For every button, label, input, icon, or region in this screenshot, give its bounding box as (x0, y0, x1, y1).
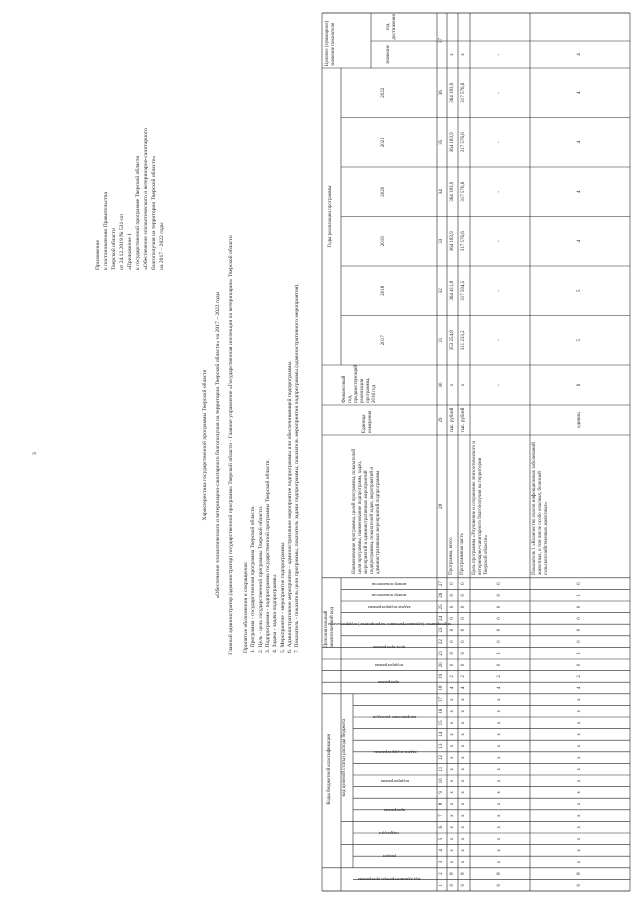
code-cell: x (577, 849, 582, 852)
header-code-task-text: задача подпрограммы (367, 604, 411, 610)
row-year-value: - (497, 240, 502, 243)
code-cell: 0 (449, 663, 455, 667)
row-year-value: 4 (577, 190, 582, 193)
row-year-value: 317 576,6 (461, 181, 466, 202)
row-year-value: - (497, 190, 502, 193)
code-cell: 0 (449, 651, 455, 655)
column-number: 18 (439, 685, 444, 691)
code-cell: 0 (497, 883, 502, 887)
code-cell: 0 (497, 593, 502, 597)
code-cell: x (449, 837, 455, 841)
code-cell: x (461, 825, 466, 829)
code-cell: 0 (577, 640, 582, 643)
code-cell: x (577, 733, 582, 736)
code-cell: x (461, 860, 466, 864)
row-year-value: 317 576,6 (461, 82, 466, 103)
code-cell: x (461, 779, 466, 783)
code-cell: 0 (461, 663, 466, 667)
title-line-2: «Обеспечение эпизоотического и ветеринарно-санитарного благополучия на территории Тверской области» на 2017 – 2022 годы (215, 291, 221, 599)
row-fact: x (449, 383, 455, 387)
row-unit (497, 405, 504, 435)
row-year-value: 364 183,9 (449, 231, 455, 252)
row-year-value: - (497, 339, 502, 342)
code-cell: 0 (497, 640, 502, 643)
column-number: 36 (439, 90, 444, 96)
header-expense-program-text: программа (384, 807, 406, 813)
title-line-1: Характеристика государственной программы Тверской области (202, 369, 208, 521)
code-cell: x (449, 709, 455, 713)
column-number: 23 (439, 627, 444, 633)
code-cell: x (577, 837, 582, 841)
header-code-program-text: программа (378, 680, 400, 686)
appendix-line: на 2017 – 2022 годы (159, 222, 165, 270)
appendix-line: «Приложение 1 (127, 232, 133, 270)
column-number: 5 (439, 837, 444, 841)
row-unit: тыс. рублей (461, 407, 466, 433)
title-line-3: Главный администратор (администратор) государственной программы Тверской области - Главное управление «Государственная инспекция по ветеринарии» Тверской области (228, 235, 234, 655)
appendix-line: к государственной программе Тверской области (135, 155, 141, 270)
year-header: 2017 (381, 335, 386, 346)
column-number: 12 (439, 755, 444, 761)
column-number: 20 (439, 662, 444, 668)
header-expense-program (355, 798, 435, 821)
column-number: 7 (439, 814, 444, 817)
row-final-value: х (461, 53, 466, 56)
row-year-value: - (497, 141, 502, 144)
column-number: 9 (439, 791, 444, 794)
row-year-value: 5 (577, 339, 582, 342)
row-year-value: 364 183,9 (449, 82, 455, 103)
header-code-task (343, 601, 435, 613)
code-cell: x (461, 744, 466, 748)
column-number: 21 (439, 650, 444, 656)
code-cell: 0 (497, 628, 502, 632)
code-cell: 0 (461, 605, 466, 609)
code-cell: x (577, 698, 582, 701)
code-cell: 0 (449, 617, 455, 620)
header-direction-text: направление расходов (373, 715, 417, 721)
code-cell: x (449, 779, 455, 783)
code-cell: x (577, 721, 582, 725)
column-number: 14 (439, 731, 444, 737)
code-cell: 0 (461, 617, 466, 620)
appendix-line: от 24.12.2019 № 531-пп (119, 213, 125, 270)
header-admin-code-text: код администратора программы (357, 877, 421, 883)
code-cell: 4 (449, 686, 455, 690)
code-cell: 0 (449, 640, 455, 643)
code-cell: x (577, 709, 582, 713)
row-year-value: - (497, 91, 502, 94)
code-cell: 0 (449, 883, 455, 887)
column-number: 19 (439, 673, 444, 679)
code-cell: 0 (577, 628, 582, 632)
row-year-value: 5 (577, 289, 582, 292)
code-cell: x (497, 779, 502, 783)
header-code-subprogram (343, 659, 435, 671)
code-cell: 2 (449, 675, 455, 678)
code-cell: 1 (577, 593, 582, 597)
header-expense-task (355, 740, 435, 763)
code-cell: 2 (497, 675, 502, 678)
row-name: Программная часть (460, 533, 465, 575)
code-cell: x (461, 791, 466, 794)
header-code-goal-text: цель программы (372, 645, 406, 651)
code-cell: x (449, 756, 455, 759)
code-cell: 0 (461, 582, 466, 585)
header-expense-task-text: задача подпрограммы (373, 749, 417, 755)
row-fact: 6 (577, 383, 582, 387)
code-cell: x (449, 767, 455, 771)
row-year-value: 364 183,9 (449, 132, 455, 153)
code-cell: 0 (449, 593, 455, 597)
year-header: 2020 (381, 186, 386, 197)
column-number: 13 (439, 743, 444, 749)
code-cell: 2 (577, 675, 582, 678)
notes-line: 6. Административное мероприятие - административное мероприятие подпрограммы или обеспечивающей подпрограммы. (286, 360, 293, 653)
code-cell: x (577, 825, 582, 829)
column-number: 10 (439, 778, 444, 784)
header-expense-subprogram-text: подпрограмма (380, 778, 410, 784)
header-code-event-no (343, 589, 435, 601)
code-cell: 0 (461, 651, 466, 655)
code-cell: 1 (497, 651, 502, 655)
row-year-value: 311 233,2 (461, 330, 466, 351)
code-cell: x (497, 849, 502, 852)
code-cell: x (577, 860, 582, 864)
code-cell: 0 (497, 582, 502, 585)
column-number: 24 (439, 615, 444, 621)
row-name: Цель программы «Улучшение и сохранение эпизоотического и ветеринарно-санитарного благополучия на территории Тверской области» (472, 440, 489, 575)
column-number: 35 (439, 139, 444, 145)
row-year-value: 317 504,5 (461, 280, 466, 301)
column-number: 2 (439, 872, 444, 875)
code-cell: x (497, 791, 502, 794)
code-cell: 0 (449, 628, 455, 632)
code-cell: 0 (497, 663, 502, 667)
row-year-value: 4 (577, 240, 582, 243)
code-cell: 1 (577, 651, 582, 655)
column-number: 26 (439, 592, 444, 598)
code-cell: 8 (577, 872, 582, 875)
code-cell: x (461, 849, 466, 852)
header-code-indicator-text: номер показателя (371, 581, 407, 587)
code-cell: 8 (497, 872, 502, 875)
header-subsection (343, 821, 435, 844)
code-cell: x (577, 791, 582, 794)
code-cell: 4 (497, 686, 502, 690)
code-cell: x (449, 814, 455, 817)
code-cell: x (497, 744, 502, 748)
code-cell: x (497, 721, 502, 725)
code-cell: 0 (577, 582, 582, 585)
code-cell: 8 (461, 872, 466, 875)
code-cell: x (577, 744, 582, 748)
header-subsection-text: подраздел (379, 831, 399, 837)
appendix-line: благополучия на территории Тверской области» (151, 155, 157, 270)
row-year-value: 4 (577, 91, 582, 94)
column-number: 27 (439, 581, 444, 587)
code-cell: x (461, 698, 466, 701)
row-year-value: 364 183,9 (449, 181, 455, 202)
column-number: 6 (439, 825, 444, 829)
header-admin-code (343, 868, 435, 891)
code-cell: 2 (461, 675, 466, 678)
row-final-value: х (449, 53, 455, 56)
header-expense-code: код целевой статьи расхода бюджета (342, 718, 347, 797)
code-cell: x (497, 837, 502, 841)
notes-line: 2. Цель - цель государственной программы Тверской области. (257, 505, 264, 653)
code-cell: 4 (577, 686, 582, 690)
code-cell: x (461, 837, 466, 841)
header-budget-codes: Коды бюджетной классификации (327, 733, 332, 805)
code-cell: x (497, 825, 502, 829)
column-number: 31 (439, 337, 444, 343)
code-cell: x (461, 802, 466, 806)
code-cell: x (461, 767, 466, 771)
column-number: 34 (439, 189, 444, 195)
column-number: 33 (439, 238, 444, 244)
notes-line: 5. Мероприятие - мероприятие подпрограммы. (279, 541, 286, 653)
code-cell: 8 (449, 872, 455, 875)
header-code-subprogram-text: подпрограмма (374, 662, 404, 668)
year-header: 2018 (381, 285, 386, 296)
year-header: 2019 (381, 236, 386, 247)
row-name: Программа, всего (449, 537, 454, 575)
code-cell: x (497, 860, 502, 864)
code-cell: 0 (577, 883, 582, 887)
column-number: 8 (439, 802, 444, 806)
header-final: Целевое (суммарное) значение показателя (325, 20, 336, 66)
notes-line: 3. Подпрограмма - подпрограмма государственной программы Тверской области. (264, 459, 271, 653)
header-years: Годы реализации программы (328, 185, 333, 248)
column-number: 28 (439, 503, 444, 509)
header-code-goal (343, 636, 435, 659)
column-number: 3 (439, 860, 444, 864)
code-cell: x (497, 802, 502, 806)
code-cell: x (497, 733, 502, 736)
code-cell: x (497, 814, 502, 817)
header-direction (355, 694, 435, 740)
header-name: Наименование программы, целей программы, показателей цели программы, наименование подпрограмм, задач, мероприятий и административных мероприятий подпрограммы, показателей задач, мероприятий и административных мероприятий подпрограммы (352, 449, 381, 574)
code-cell: 0 (577, 663, 582, 667)
header-year-final: год достижения (386, 14, 397, 40)
column-number: 4 (439, 849, 444, 852)
row-year-value: 364 411,8 (449, 280, 455, 301)
column-number: 30 (439, 382, 444, 388)
column-number: 11 (439, 766, 444, 772)
code-cell: x (577, 756, 582, 759)
code-cell: 0 (577, 605, 582, 609)
code-cell: x (449, 802, 455, 806)
header-code-indicator (343, 578, 435, 590)
code-cell: 0 (449, 582, 455, 585)
row-year-value: - (497, 289, 502, 292)
header-code-program (343, 671, 435, 694)
row-unit: единиц (577, 412, 582, 428)
notes-line: 4. Задача - задача подпрограммы. (272, 573, 279, 653)
code-cell: x (461, 709, 466, 713)
notes-line: 1. Программа - государственная программа Тверской области. (250, 505, 257, 653)
appendix-line: Приложение (95, 239, 101, 270)
row-final-value: 4 (577, 53, 582, 56)
code-cell: x (449, 791, 455, 794)
appendix-line: «Обеспечение эпизоотического и ветеринарно-санитарного (143, 128, 149, 270)
code-cell: x (449, 825, 455, 829)
notes-line: Принятые обозначения и сокращения: (243, 561, 249, 653)
header-code-event-no-text: номер показателя (371, 593, 407, 599)
code-cell: 0 (461, 883, 466, 887)
row-unit: тыс. рублей (449, 407, 455, 433)
code-cell: x (449, 744, 455, 748)
code-cell: x (497, 756, 502, 759)
code-cell: x (449, 860, 455, 864)
header-section-text: раздел (382, 854, 396, 860)
code-cell: x (497, 698, 502, 701)
header-extra-code: Дополнительный аналитический код (324, 607, 335, 648)
row-year-value: 317 576,6 (461, 132, 466, 153)
code-cell: 0 (461, 628, 466, 632)
header-section (343, 845, 435, 868)
code-cell: x (577, 814, 582, 817)
year-header: 2021 (381, 137, 386, 148)
code-cell: 0 (497, 617, 502, 620)
code-cell: 0 (577, 617, 582, 620)
column-number: 15 (439, 720, 444, 726)
header-fact: Финансовый год, предшествующий реализации программы, 2016 год (342, 364, 377, 403)
code-cell: x (577, 802, 582, 806)
code-cell: x (449, 849, 455, 852)
header-value: значение (386, 45, 391, 64)
code-cell: x (461, 814, 466, 817)
column-number: 25 (439, 604, 444, 610)
code-cell: 0 (449, 605, 455, 609)
code-cell: x (577, 767, 582, 771)
column-number: 29 (439, 417, 444, 423)
row-year-value: 317 576,6 (461, 231, 466, 252)
header-expense-subprogram (355, 763, 435, 798)
appendix-line: к постановлению Правительства (103, 192, 109, 270)
header-unit: Единица измерения (362, 410, 373, 433)
row-year-value: 353 254,8 (449, 330, 455, 351)
column-number: 32 (439, 288, 444, 294)
column-number: 22 (439, 639, 444, 645)
code-cell: x (497, 767, 502, 771)
code-cell: x (461, 733, 466, 736)
year-header: 2022 (381, 87, 386, 98)
row-final-value: - (497, 53, 502, 56)
code-cell: x (497, 709, 502, 713)
column-number: 17 (439, 697, 444, 703)
page-number: 3 (32, 452, 38, 455)
code-cell: x (449, 733, 455, 736)
code-cell: 0 (461, 640, 466, 643)
row-fact: x (461, 383, 466, 387)
row-fact: - (497, 384, 502, 386)
code-cell: x (449, 698, 455, 701)
row-year-value: 4 (577, 141, 582, 144)
header-code-event-text: мероприятие (административное мероприятие) подпрограммы (327, 622, 451, 628)
code-cell: x (577, 779, 582, 783)
code-cell: 0 (497, 605, 502, 609)
column-number: 37 (439, 38, 444, 43)
column-number: 1 (439, 883, 444, 887)
code-cell: x (461, 721, 466, 725)
appendix-line: Тверской области (111, 228, 117, 270)
code-cell: 4 (461, 686, 466, 690)
row-name: Показатель 1 «Количество очагов инфекционных заболеваний животных, в том числе особо опасных, болезней сельскохозяйственных животных» (532, 442, 549, 575)
notes-line: 7. Показатель - показатель цели программы, показатель задачи подпрограммы, показатель мероприятия подпрограммы (административного мероприятия). (294, 283, 301, 653)
code-cell: x (449, 721, 455, 725)
code-cell: 0 (461, 593, 466, 597)
column-number: 16 (439, 708, 444, 714)
code-cell: x (461, 756, 466, 759)
